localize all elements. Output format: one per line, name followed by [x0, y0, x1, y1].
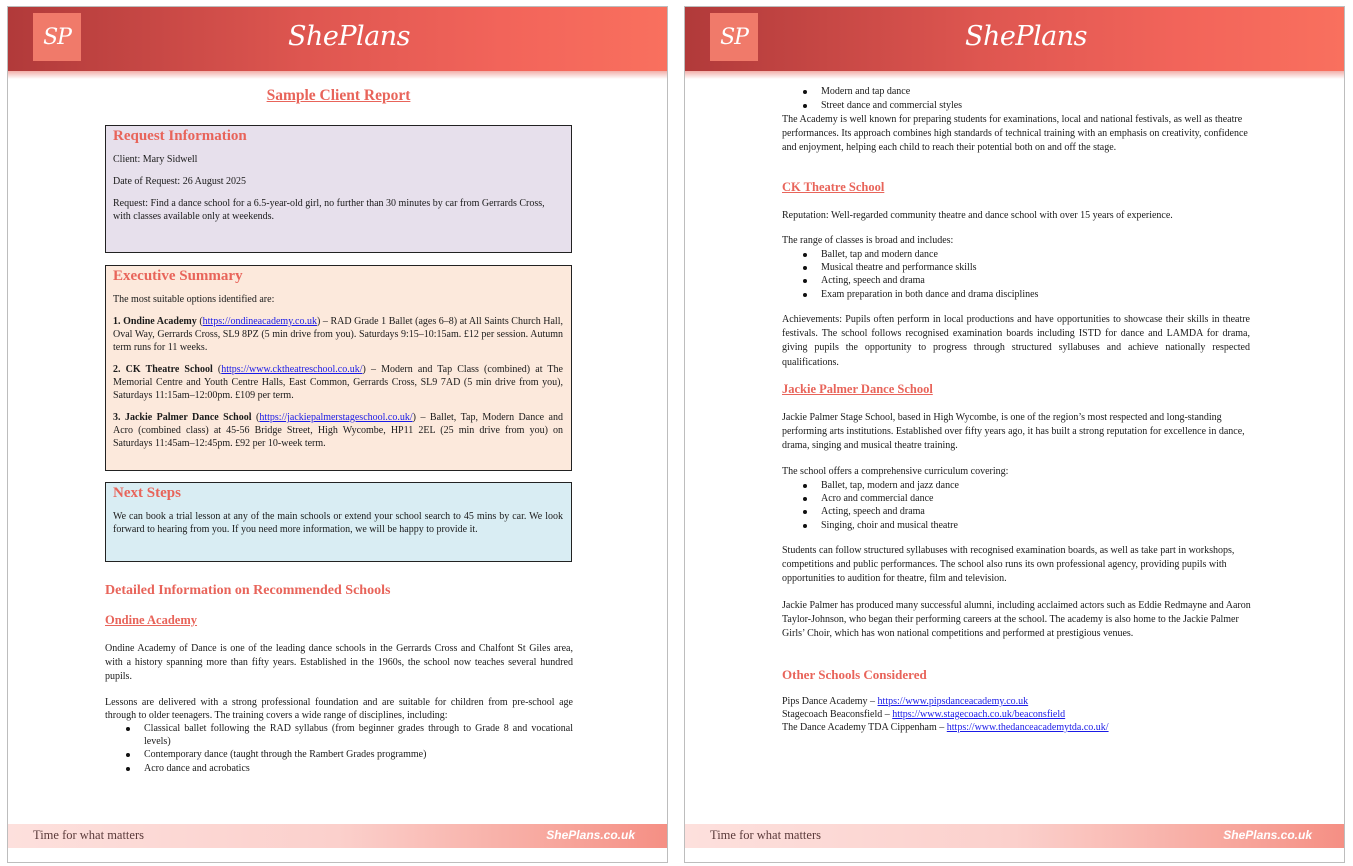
request-heading: Request Information [113, 128, 247, 144]
other-school-item [782, 696, 1252, 709]
list-item: Musical theatre and performance skills [782, 261, 1250, 274]
client-line: Client: Mary Sidwell [113, 154, 198, 165]
footer-tagline: Time for what matters [710, 828, 821, 842]
school-name: The Dance Academy TDA Cippenham – [782, 721, 947, 733]
jackie-paragraph-2: Students can follow structured syllabuses with recognised examination boards, as well as take part in workshops, competitions and public performances. The school also runs its own professional agency, providing pupils with opportunities to audition for theatre, film and television. [782, 545, 1235, 585]
summary-heading: Executive Summary [113, 268, 243, 284]
ck-range-intro: The range of classes is broad and includes: [782, 235, 954, 246]
school-link[interactable]: https://www.stagecoach.co.uk/beaconsfield [892, 708, 1066, 720]
header-shadow [8, 71, 667, 79]
list-item: Exam preparation in both dance and drama disciplines [782, 288, 1250, 301]
footer-tagline: Time for what matters [33, 828, 144, 842]
option-details: – Modern and Tap Class (combined) at The Memorial Centre and Youth Centre Halls, East Common, Gerrards Cross, SL9 7AD (5 min drive from you), Saturdays 11:15am–12:00pm. £109 per term. [113, 364, 563, 401]
brand-wordmark: ShePlans [288, 21, 411, 52]
page-footer [8, 824, 667, 848]
detailed-info-heading: Detailed Information on Recommended Schools [105, 583, 391, 598]
request-date: Date of Request: 26 August 2025 [113, 176, 247, 187]
list-item: Street dance and commercial styles [782, 99, 1250, 113]
page-header [8, 7, 667, 71]
list-item: Ballet, tap and modern dance [782, 248, 1250, 261]
list-item: Acro dance and acrobatics [105, 762, 573, 775]
logo-monogram: SP [33, 13, 81, 61]
brand-wordmark: ShePlans [965, 21, 1088, 52]
ondine-discipline-list [105, 722, 573, 775]
executive-summary-box [105, 265, 572, 471]
request-text: Request: Find a dance school for a 6.5-year-old girl, no further than 30 minutes by car from Gerrards Cross, with classes available only at weekends. [113, 198, 545, 222]
other-schools-heading: Other Schools Considered [782, 667, 927, 682]
option-item: 3. Jackie Palmer Dance School (https://jackiepalmerstageschool.co.uk/) – Ballet, Tap, Modern Dance and Acro (combined class) at 45-56 Bridge Street, High Wycombe, HP11 2EL (25 min drive from you) on Saturdays 11:45am–12:45pm. £92 per 10-week term. [113, 412, 563, 449]
list-item: Acro and commercial dance [782, 492, 1250, 505]
ck-reputation: Reputation: Well-regarded community theatre and dance school with over 15 years of experience. [782, 210, 1173, 221]
option-item: 2. CK Theatre School (https://www.cktheatreschool.co.uk/) – Modern and Tap Class (combined) at The Memorial Centre and Youth Centre Halls, East Common, Gerrards Cross, SL9 7AD (5 min drive from you), Saturdays 11:15am–12:00pm. £109 per term. [113, 364, 563, 401]
list-item: Ballet, tap, modern and jazz dance [782, 479, 1250, 492]
ondine-discipline-list-continued [782, 85, 1250, 113]
option-details: – RAD Grade 1 Ballet (ages 6–8) at All Saints Church Hall, Oval Way, Gerrards Cross, SL9 8PZ (5 min drive from you). Saturdays 9:15–10:15am. £12 per session. Autumn term runs for 11 weeks. [113, 316, 563, 353]
ondine-paragraph-3: The Academy is well known for preparing students for examinations, local and national festivals, as well as theatre performances. Its approach combines high standards of technical training with an emphasis on creativity, confidence and enjoyment, helping each child to reach their potential both on and off the stage. [782, 114, 1248, 154]
option-link[interactable]: https://ondineacademy.co.uk [202, 316, 317, 327]
school-name: Pips Dance Academy – [782, 696, 878, 707]
option-name: 3. Jackie Palmer Dance School [113, 412, 252, 423]
next-steps-box [105, 482, 572, 562]
summary-intro: The most suitable options identified are: [113, 294, 275, 305]
other-school-item [782, 709, 1252, 722]
option-details: – Ballet, Tap, Modern Dance and Acro (combined class) at 45-56 Bridge Street, High Wycombe, HP11 2EL (25 min drive from you) on Saturdays 11:45am–12:45pm. £92 per 10-week term. [113, 412, 563, 449]
ck-heading: CK Theatre School [782, 180, 885, 194]
jackie-heading: Jackie Palmer Dance School [782, 382, 933, 396]
header-shadow [685, 71, 1344, 79]
ondine-paragraph-2: Lessons are delivered with a strong professional foundation and are suitable for children from pre-school age through to older teenagers. The training covers a wide range of disciplines, including: [105, 697, 573, 721]
list-item: Acting, speech and drama [782, 505, 1250, 518]
jackie-curriculum-list [782, 479, 1250, 532]
next-steps-heading: Next Steps [113, 485, 181, 501]
request-info-box [105, 125, 572, 253]
list-item: Modern and tap dance [782, 85, 1250, 99]
option-name: 1. Ondine Academy [113, 316, 197, 327]
list-item: Classical ballet following the RAD syllabus (from beginner grades through to Grade 8 and vocational levels) [105, 722, 573, 748]
next-steps-text: We can book a trial lesson at any of the main schools or extend your school search to 45 mins by car. We look forward to hearing from you. If you need more information, we will be happy to provide it. [113, 511, 563, 535]
page-footer [685, 824, 1344, 848]
school-name: Stagecoach Beaconsfield – [782, 708, 893, 720]
jackie-curriculum-intro: The school offers a comprehensive curriculum covering: [782, 466, 1009, 477]
report-page-1 [7, 6, 668, 863]
jackie-paragraph-1: Jackie Palmer Stage School, based in High Wycombe, is one of the region’s most respected and long-standing performing arts institutions. Established over fifty years ago, it has built a strong reputation for excellence in dance, drama, singing and musical theatre training. [782, 412, 1245, 452]
ondine-heading: Ondine Academy [105, 613, 198, 627]
option-item: 1. Ondine Academy (https://ondineacademy.co.uk) – RAD Grade 1 Ballet (ages 6–8) at All Saints Church Hall, Oval Way, Gerrards Cross, SL9 8PZ (5 min drive from you). Saturdays 9:15–10:15am. £12 per session. Autumn term runs for 11 weeks. [113, 316, 563, 353]
option-name: 2. CK Theatre School [113, 364, 213, 375]
list-item: Singing, choir and musical theatre [782, 519, 1250, 532]
footer-site-link[interactable]: ShePlans.co.uk [1223, 828, 1312, 842]
page-header [685, 7, 1344, 71]
other-schools-list [782, 696, 1252, 734]
option-link[interactable]: https://jackiepalmerstageschool.co.uk/ [259, 412, 413, 423]
footer-site-link[interactable]: ShePlans.co.uk [546, 828, 635, 842]
report-title: Sample Client Report [266, 87, 411, 104]
option-link[interactable]: https://www.cktheatreschool.co.uk/ [221, 364, 363, 375]
ck-class-list [782, 248, 1250, 301]
logo-monogram: SP [710, 13, 758, 61]
list-item: Acting, speech and drama [782, 274, 1250, 287]
school-link[interactable]: https://www.pipsdanceacademy.co.uk [877, 696, 1029, 707]
other-school-item [782, 722, 1252, 735]
ck-achievements: Achievements: Pupils often perform in local productions and have opportunities to showcase their skills in theatre festivals. The school follows recognised examination boards including ISTD for dance and LAMDA for drama, giving pupils the opportunity to progress through structured syllabuses and achieve nationally respected qualifications. [782, 314, 1250, 368]
list-item: Contemporary dance (taught through the Rambert Grades programme) [105, 748, 573, 761]
ondine-paragraph-1: Ondine Academy of Dance is one of the leading dance schools in the Gerrards Cross and Chalfont St Giles area, with a history spanning more than fifty years. Established in the 1960s, the school now teaches several hundred pupils. [105, 643, 573, 683]
report-page-2 [684, 6, 1345, 863]
school-link[interactable]: https://www.thedanceacademytda.co.uk/ [946, 721, 1109, 733]
jackie-paragraph-3: Jackie Palmer has produced many successful alumni, including acclaimed actors such as Eddie Redmayne and Aaron Taylor-Johnson, who began their performing careers at the school. The academy is also home to the Jackie Palmer Girls’ Choir, which has won national competitions and performed at prestigious venues. [782, 600, 1251, 640]
